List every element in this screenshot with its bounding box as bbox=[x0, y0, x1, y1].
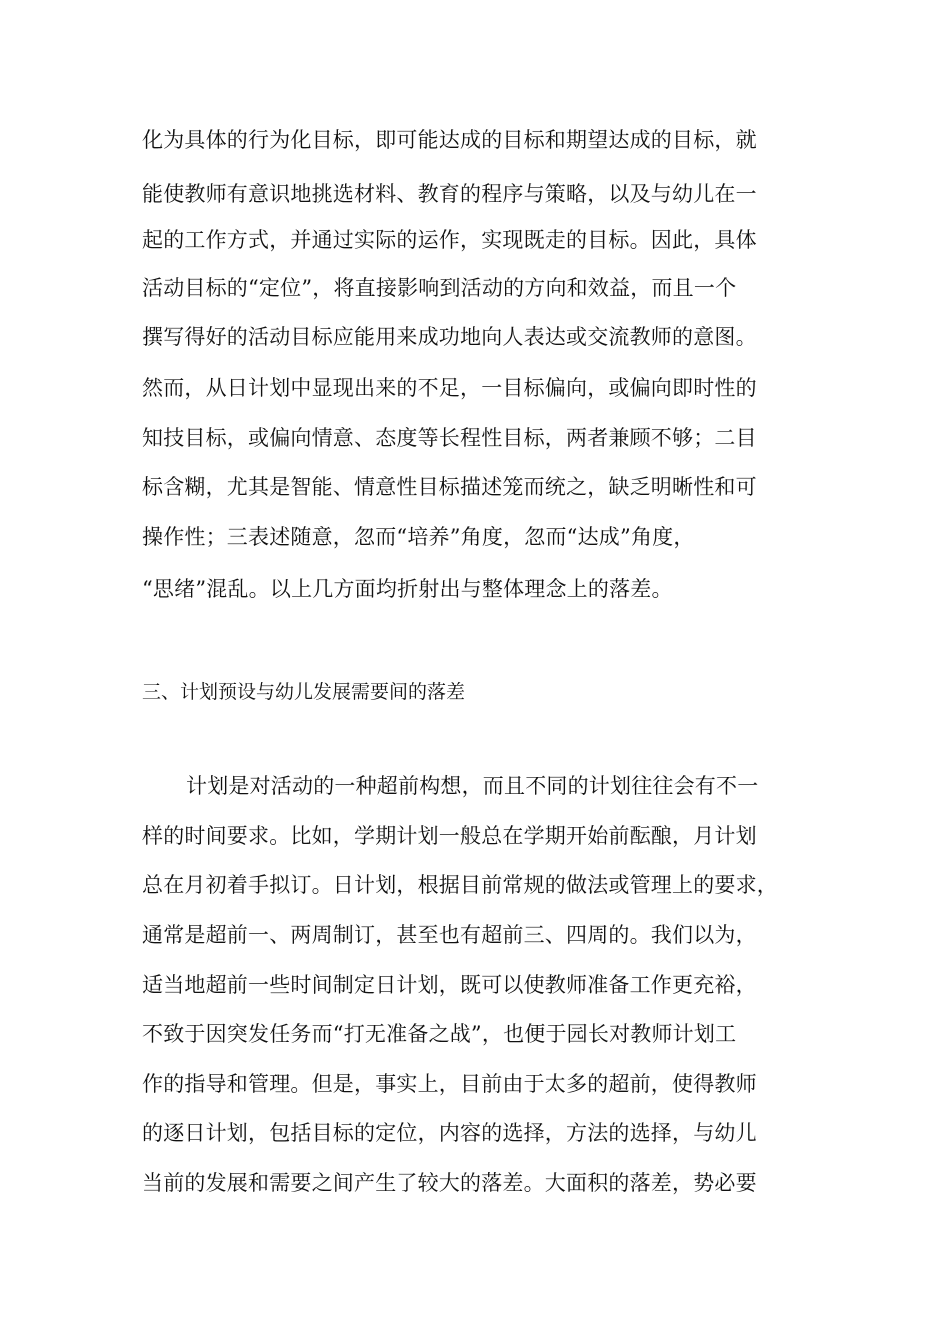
paragraph-2-line-5: 适当地超前一些时间制定日计划，既可以使教师准备工作更充裕， bbox=[142, 973, 757, 997]
paragraph-1-line-10: “思绪”混乱。以上几方面均折射出与整体理念上的落差。 bbox=[142, 577, 673, 601]
paragraph-1-line-3: 起的工作方式，并通过实际的运作，实现既走的目标。因此，具体 bbox=[142, 228, 757, 252]
paragraph-1-line-6: 然而，从日计划中显现出来的不足，一目标偏向，或偏向即时性的 bbox=[142, 376, 757, 400]
paragraph-2-line-9: 当前的发展和需要之间产生了较大的落差。大面积的落差，势必要 bbox=[142, 1171, 757, 1195]
paragraph-1-line-4: 活动目标的“定位”，将直接影响到活动的方向和效益，而且一个 bbox=[142, 276, 737, 300]
paragraph-2-line-1: 计划是对活动的一种超前构想，而且不同的计划往往会有不一 bbox=[186, 774, 759, 798]
section-heading: 三、计划预设与幼儿发展需要间的落差 bbox=[142, 681, 466, 703]
paragraph-1-line-7: 知技目标，或偏向情意、态度等长程性目标，两者兼顾不够；二目 bbox=[142, 426, 757, 450]
paragraph-2-line-7: 作的指导和管理。但是，事实上，目前由于太多的超前，使得教师 bbox=[142, 1072, 757, 1096]
paragraph-1-line-9: 操作性；三表述随意，忽而“培养”角度，忽而“达成”角度， bbox=[142, 525, 695, 549]
paragraph-2-line-3: 总在月初着手拟订。日计划，根据目前常规的做法或管理上的要求， bbox=[142, 873, 778, 897]
paragraph-2-line-2: 样的时间要求。比如，学期计划一般总在学期开始前酝酿，月计划 bbox=[142, 824, 757, 848]
paragraph-2-line-4: 通常是超前一、两周制订，甚至也有超前三、四周的。我们以为， bbox=[142, 923, 757, 947]
paragraph-2-line-6: 不致于因突发任务而“打无准备之战”，也便于园长对教师计划工 bbox=[142, 1022, 737, 1046]
paragraph-1-line-5: 撰写得好的活动目标应能用来成功地向人表达或交流教师的意图。 bbox=[142, 325, 757, 349]
paragraph-1-line-2: 能使教师有意识地挑选材料、教育的程序与策略，以及与幼儿在一 bbox=[142, 182, 757, 206]
paragraph-2-line-8: 的逐日计划，包括目标的定位，内容的选择，方法的选择，与幼儿 bbox=[142, 1121, 757, 1145]
paragraph-1-line-1: 化为具体的行为化目标，即可能达成的目标和期望达成的目标，就 bbox=[142, 128, 757, 152]
paragraph-1-line-8: 标含糊，尤其是智能、情意性目标描述笼而统之，缺乏明晰性和可 bbox=[142, 475, 757, 499]
